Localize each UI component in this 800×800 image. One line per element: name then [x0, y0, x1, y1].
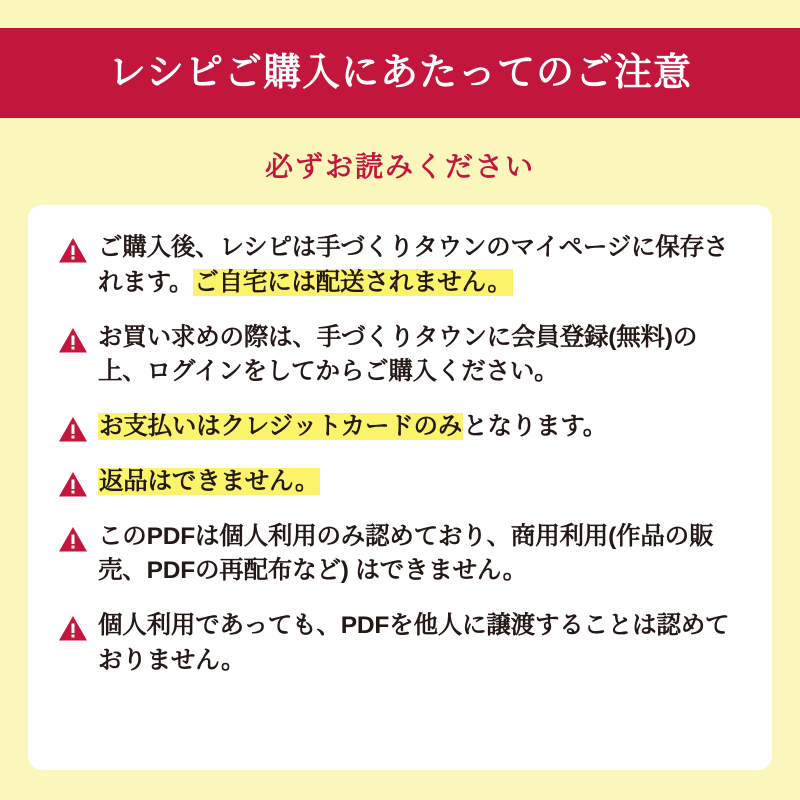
subtitle: 必ずお読みください: [264, 151, 535, 182]
notice-item: [58, 231, 742, 301]
plain-text: このPDFは個人利用のみ認めており、商用利用(作品の販売、PDFの再配布など) はできません。: [98, 522, 714, 585]
warning-triangle-icon: [58, 416, 88, 443]
notice-card: [28, 205, 772, 770]
notice-item: [58, 520, 742, 590]
warning-triangle-icon: [58, 237, 88, 264]
notice-item: [58, 465, 742, 500]
highlighted-text: 返品はできません。: [99, 467, 320, 495]
plain-text: となります。: [463, 413, 607, 441]
warning-triangle-icon: [58, 327, 88, 354]
notice-text: [98, 609, 742, 679]
notice-text: [98, 410, 607, 445]
page-title: レシピご購入にあたってのご注意: [107, 52, 693, 94]
warning-triangle-icon: [58, 471, 88, 498]
notice-item: [58, 609, 742, 679]
notice-item: [58, 321, 742, 391]
notice-list: [58, 231, 742, 679]
highlighted-text: お支払いはクレジットカードのみ: [99, 413, 463, 441]
plain-text: ご購入後、レシピは手づくりタウンのマイページに保存されます。: [98, 234, 729, 296]
warning-triangle-icon: [58, 526, 88, 553]
plain-text: 個人利用であっても、PDFを他人に譲渡することは認めておりません。: [98, 612, 730, 675]
notice-text: [98, 231, 742, 301]
notice-text: [98, 520, 742, 590]
header-band: [0, 28, 800, 118]
notice-item: [58, 410, 742, 445]
notice-text: [98, 465, 320, 500]
notice-text: [98, 321, 742, 391]
highlighted-text: ご自宅には配送されません。: [194, 268, 512, 296]
warning-triangle-icon: [58, 615, 88, 642]
plain-text: お買い求めの際は、手づくりタウンに会員登録(無料)の上、ログインをしてからご購入ください。: [98, 323, 698, 386]
